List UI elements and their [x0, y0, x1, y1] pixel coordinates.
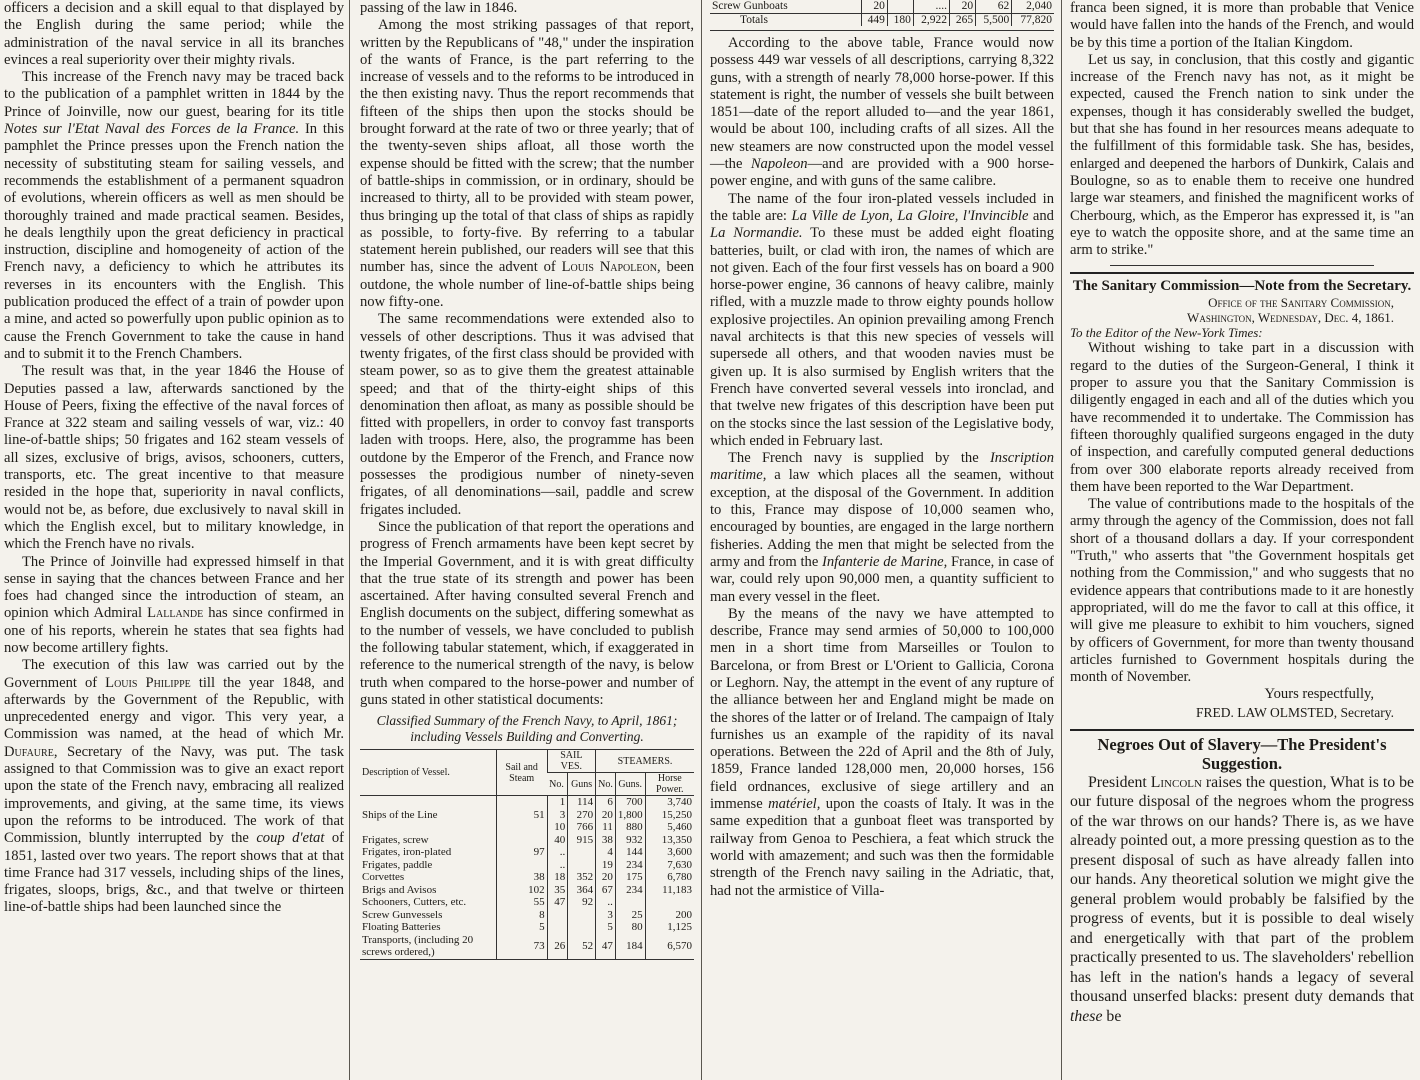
cell: 92	[568, 896, 596, 909]
table-row	[360, 921, 694, 934]
cell: 51	[496, 809, 547, 822]
cell: 175	[615, 871, 645, 884]
ship-name: Napoleon	[750, 156, 808, 173]
cell	[645, 896, 694, 909]
cell	[360, 821, 496, 834]
cell: 13,350	[645, 834, 694, 847]
header-sail-steam: Sail and Steam	[496, 750, 547, 796]
table-body	[360, 796, 694, 960]
cell: 26	[547, 934, 568, 960]
cell: Transports, (including 20 screws ordered,)	[362, 933, 474, 959]
table-row	[360, 796, 694, 809]
cell: 4	[596, 846, 616, 859]
column-3	[706, 0, 1058, 1080]
cell: 11,183	[645, 884, 694, 897]
text: a law which places all the seamen, without exception, at the disposal of the Government. In addition to this, France may dispose of 10,000 seamen who, encouraged by bounties, are engaged in the large northern fisheries. Adding the men that might be selected from the army and from the	[710, 467, 1054, 570]
cell	[568, 846, 596, 859]
cell: 449	[861, 13, 887, 26]
header-no: No.	[547, 773, 568, 796]
table-caption: Classified Summary of the French Navy, to April, 1861; including Vessels Building and Converting.	[376, 713, 678, 745]
cell: 2,040	[1012, 0, 1054, 13]
divider	[710, 30, 1054, 31]
paragraph	[710, 35, 1054, 191]
paragraph: The same recommendations were extended also to vessels of other descriptions. Thus it was advised that twenty frigates, of the first class should be provided with steam power, so as to give them the greatest attainable speed; and that of the thirty-eight ships of this denomination then afloat, as many as possible should be fitted with propellers, in order to convoy fast transports laden with troops. Here, also, the programme has been outdone by the Emperor of the French, and France now possesses the prodigious number of ninety-seven frigates, of all denominations—sail, paddle and screw frigates included.	[360, 311, 694, 518]
header-horse-power: Horse Power.	[645, 773, 694, 796]
cell: 364	[568, 884, 596, 897]
cell: 3,600	[645, 846, 694, 859]
italic-term: coup d'etat	[256, 830, 325, 847]
cell: 5	[496, 921, 547, 934]
cell: 915	[568, 834, 596, 847]
text: This increase of the French navy may be traced back to the publication of a pamphlet written in 1844 by the Prince of Joinville, now our guest, bearing for its title	[4, 69, 344, 120]
person-name: Louis Philippe	[105, 674, 191, 691]
text: The execution of this law was carried out by the Government of	[4, 657, 344, 691]
paragraph: The result was that, in the year 1846 the House of Deputies passed a law, afterwards sanctioned by the House of Peers, fixing the effective of the naval forces of France at 322 steam and sailing vessels of war, viz.: 40 line-of-battle ships; 50 frigates and 162 steam vessels of all sizes, exclusive of brigs, avisos, schooners, cutters, transports, etc. The great incentive to that measure resided in the hope that, superiority in naval conflicts, would not be, as before, due exclusively to naval skill in which the English excel, but to military knowledge, in which the French have no rivals.	[4, 363, 344, 553]
pamphlet-title: Notes sur l'Etat Naval des Forces de la France.	[4, 121, 300, 138]
cell	[496, 796, 547, 809]
header-description: Description of Vessel.	[360, 750, 496, 796]
cell: 19	[596, 859, 616, 872]
header-no: No.	[596, 773, 616, 796]
cell: 7,630	[645, 859, 694, 872]
text: has since confirmed in one of his reports, wherein he states that sea fights had now become artillery fights.	[4, 605, 344, 656]
text: By the means of the navy we have attempted to describe, France may send armies of 50,000 to 100,000 men in a short time from Marseilles or Toulon to Barcelona, or from Brest or L'Orient to Gallicia, Corona or Leghorn. Nay, the attempt in the event of any rupture of the alliance between her and England might be made on the shores of the latter or of Ireland. The campaign of Italy furnishes us an example of the rapidity of its naval operations. Between the 22d of April and the 8th of July, 1859, France landed 128,000 men, 20,000 horses, 156 field ordnances, exclusive of siege artillery and an immense	[710, 605, 1054, 813]
table-row	[360, 846, 694, 859]
cell: 11	[596, 821, 616, 834]
cell: 3,740	[645, 796, 694, 809]
paragraph: The value of contributions made to the hospitals of the army through the agency of the Commission, does not fall short of a thousand dollars a day. If your correspondent "Truth," who asserts that "the Government hospitals get nothing from the Commission," and who suggests that no evidence appears that contributions made to it are honestly appropriated, will do me the favor to call at this office, it will give me pleasure to exhibit to him vouchers, signed by officers of Government, for more than twenty thousand articles furnished to Government hospitals during the month of November.	[1070, 496, 1414, 686]
cell: ..	[596, 896, 616, 909]
navy-summary-table	[360, 749, 694, 960]
cell: 25	[615, 909, 645, 922]
person-name: Dufaure	[4, 743, 54, 760]
closing: Yours respectfully,	[1264, 686, 1374, 703]
text: —and are provided with a 900 horse-power engine, and with guns of the same calibre.	[710, 156, 1055, 190]
cell: 15,250	[645, 809, 694, 822]
cell: Ships of the Line	[362, 808, 438, 821]
cell: Totals	[710, 13, 861, 26]
text: , Secretary of the Navy, was put. The task assigned to that Commission was to give an exact report upon the state of the French navy, embracing all realized improvements, and giving, at the same time, its views upon the reforms to be introduced. The work of that Commission, bluntly interrupted by the	[4, 743, 344, 847]
cell: 5,460	[645, 821, 694, 834]
text: France, in case of war, could rely upon 90,000 men, a quantity sufficient to man every vessel in the fleet.	[710, 553, 1054, 605]
cell: 77,820	[1012, 13, 1054, 26]
cell: 932	[615, 834, 645, 847]
table-row	[360, 909, 694, 922]
cell: 67	[596, 884, 616, 897]
header-sail-vessels: SAIL VES.	[547, 750, 595, 773]
text: President	[1088, 773, 1151, 791]
paragraph: passing of the law in 1846.	[360, 0, 518, 16]
signature: FRED. LAW OLMSTED, Secretary.	[1195, 704, 1394, 720]
paragraph: officers a decision and a skill equal to that displayed by the English during the same period; while the administration of the naval service in all its branches evinces a real superiority over their mighty rivals.	[4, 0, 344, 68]
paragraph	[4, 657, 344, 916]
cell: 6,780	[645, 871, 694, 884]
cell	[496, 821, 547, 834]
cell: 80	[615, 921, 645, 934]
cell: 35	[547, 884, 568, 897]
cell	[547, 909, 568, 922]
headline: Negroes Out of Slavery—The President's Suggestion.	[1097, 734, 1387, 773]
italic-term: matériel,	[768, 796, 821, 813]
cell: 3	[596, 909, 616, 922]
cell: Screw Gunboats	[712, 0, 788, 12]
cell: 18	[547, 871, 568, 884]
article-sanitary-commission	[1070, 272, 1414, 721]
text: till the year 1848, and afterwards by the Government of the Republic, with unprecedented energy and vigor. This very year, a Commission was named, at the head of which Mr.	[4, 674, 344, 743]
column-rule	[349, 0, 350, 1080]
cell: 766	[568, 821, 596, 834]
cell: ....	[913, 0, 949, 13]
cell: 10	[547, 821, 568, 834]
cell: Frigates, screw	[362, 833, 429, 846]
table-row	[360, 884, 694, 897]
cell	[887, 0, 913, 13]
cell: Brigs and Avisos	[362, 883, 437, 896]
table-row	[360, 859, 694, 872]
cell: 47	[596, 934, 616, 960]
paragraph: Since the publication of that report the operations and progress of French armaments have been kept secret by the Imperial Government, and it is with great difficulty that the true state of its strength and power has been ascertained. After having consulted several French and English documents on the subject, differing somewhat as to the number of vessels, we have concluded to publish the following tabular statement, which, if exaggerated in reference to the numerical strength of the navy, is below truth when compared to the horse-power and number of guns stated in other statistical documents:	[360, 518, 694, 708]
table-row	[360, 809, 694, 822]
cell: 8	[496, 909, 547, 922]
cell	[615, 896, 645, 909]
cell: 20	[596, 809, 616, 822]
table-row	[360, 934, 694, 960]
cell: 114	[568, 796, 596, 809]
paragraph	[4, 554, 344, 658]
paragraph: franca been signed, it is more than probable that Venice would have fallen into the hands of the French, and would be by this time a portion of the Italian Kingdom.	[1070, 0, 1414, 51]
person-name: Lincoln	[1150, 773, 1202, 791]
table-row	[360, 821, 694, 834]
cell	[496, 859, 547, 872]
header-steamers: STEAMERS.	[596, 750, 694, 773]
cell	[547, 921, 568, 934]
column-rule	[1061, 0, 1062, 1080]
paragraph	[360, 17, 694, 311]
cell	[360, 796, 496, 809]
article-negroes	[1070, 729, 1414, 1027]
column-rule	[701, 0, 702, 1080]
table-total-row	[710, 13, 1054, 26]
cell: 200	[645, 909, 694, 922]
cell: 97	[496, 846, 547, 859]
cell: 700	[615, 796, 645, 809]
cell: 62	[976, 0, 1012, 13]
cell: 1,800	[615, 809, 645, 822]
table-header-row	[360, 750, 694, 773]
paragraph: Without wishing to take part in a discussion with regard to the duties of the Surgeon-General, I think it proper to assure you that the Sanitary Commission is diligently engaged in each and all of the duties which you have recommended it to undertake. The Commission has fifteen thoroughly qualified surgeons engaged in the duty of inspection, and carefully computed general deductions from over 300 elaborate reports already received from them have been reported to the War Department.	[1070, 340, 1414, 495]
paragraph	[710, 191, 1054, 450]
cell: 1,125	[645, 921, 694, 934]
cell	[568, 921, 596, 934]
cell: 184	[615, 934, 645, 960]
table-row	[360, 896, 694, 909]
cell: Corvettes	[362, 871, 405, 884]
header-guns: Guns	[568, 773, 596, 796]
paragraph	[710, 606, 1054, 900]
cell: ..	[547, 846, 568, 859]
table-row	[710, 0, 1054, 13]
italic-term: Inscription maritime,	[710, 450, 1054, 484]
cell: 47	[547, 896, 568, 909]
cell: ..	[547, 859, 568, 872]
table-row	[360, 871, 694, 884]
text: In this pamphlet the Prince presses upon the French nation the necessity of substituting steam for sailing vessels, and recommends the establishment of a permanent squadron of evolutions, wherein officers as well as men should be thoroughly trained and made practical seamen. Besides, he deals lengthily upon the great deficiency in practical instruction, discipline and homogeneity of action of the French navy, a deficiency to which he attributes its reverses in its encounters with the English. This publication produced the effect of a train of powder upon a mine, and acted so powerfully upon public opinion as to cause the French Government to take the cause in hand and to submit it to the French Chambers.	[4, 121, 344, 362]
cell: 1	[547, 796, 568, 809]
ship-names: La Ville de Lyon, La Gloire, l'Invincible	[791, 207, 1029, 224]
column-4	[1066, 0, 1418, 1080]
cell: 38	[496, 871, 547, 884]
text: The name of the four iron-plated vessels included in the table are:	[710, 190, 1054, 224]
italic-term: these	[1070, 1007, 1103, 1025]
cell: 265	[950, 13, 976, 26]
paragraph: Let us say, in conclusion, that this costly and gigantic increase of the French navy has not, as it might be expected, caused the French nation to sink under the expenses, though it has considerably swelled the budget, but that she has found in her resources means adequate to the fulfillment of this formidable task. She has, besides, enlarged and deepened the harbors of Dunkirk, Calais and Boulogne, so as to enable them to receive one hundred large war steamers, and finished the magnificent works of Cherbourg, which, as the Emperor has expressed it, is "an eye to watch the opposite shore, and at the same time an arm to strike."	[1070, 51, 1414, 259]
cell: Schooners, Cutters, etc.	[362, 896, 467, 909]
cell: Frigates, paddle	[362, 858, 433, 871]
cell: 38	[596, 834, 616, 847]
text: , been outdone, the whole number of line-of-battle ships being now fifty-one.	[360, 259, 694, 311]
table-continuation	[710, 0, 1054, 26]
cell: 6,570	[645, 934, 694, 960]
cell: 3	[547, 809, 568, 822]
cell: 180	[887, 13, 913, 26]
dateline-office: Office of the Sanitary Commission,	[1208, 295, 1394, 311]
paragraph	[1070, 773, 1414, 1027]
cell: 144	[615, 846, 645, 859]
divider	[1110, 265, 1374, 266]
column-1	[2, 0, 344, 1080]
text: Among the most striking passages of that report, written by the Republicans of "48," under the inspiration of the wants of France, is the part referring to the increase of vessels and to the reforms to be introduced in the then existing navy. Thus the report recommends that fifteen of the ships then upon the stocks should be brought forward at the rate of two or three yearly; that of the twenty-seven ships afloat, all those worth the expense should be fitted with the screw; that the number of battle-ships in commission, or in ordinary, should be increased to thirty, all to be provided with steam power, thus bringing up the total of that class of ships as rapidly as possible, to forty-five. By referring to a tabular statement herein published, our readers will see that this number has, since the advent of	[360, 17, 694, 276]
cell: 20	[861, 0, 887, 13]
cell: Floating Batteries	[362, 921, 441, 934]
text: To these must be added eight floating batteries, built, or clad with iron, the names of which are not given. Each of the four first vessels has on board a 900 horse-power engine, 36 cannons of heavy calibre, mainly rifled, with a muzzle made to throw eighty pounds hollow explosive projectiles. An opinion prevailing among French naval architects is that this new species of vessels will supersede all others, and that wooden navies must be given up. It is also surmised by English writers that the French have converted several vessels into ironclad, and that twelve new frigates of this description have been put on the stocks since the last session of the Legislative body, which ended in February last.	[710, 225, 1055, 449]
cell	[568, 859, 596, 872]
dateline-place: Washington, Wednesday, Dec. 4, 1861.	[1187, 310, 1394, 326]
paragraph	[4, 69, 344, 363]
text: of 1851, lasted over two years. The report shows that at that time France had 317 vessels, including ships of the lines, frigates, sloops, brigs, &c., and that twelve or thirteen line-of-battle ships had been launched since the	[4, 830, 344, 916]
cell: Screw Gunvessels	[362, 908, 443, 921]
cell: 352	[568, 871, 596, 884]
cell: 73	[496, 934, 547, 960]
cell: 234	[615, 884, 645, 897]
headline: The Sanitary Commission—Note from the Secretary.	[1072, 278, 1412, 295]
cell: 2,922	[913, 13, 949, 26]
paragraph	[710, 450, 1054, 606]
text: raises the question, What is to be our future disposal of the negroes whom the progress of the war throws on our hands? There is, as we have already pointed out, a more pressing question as to the present disposal of such as have already fallen into our hands. Any theoretical solution we might give the general problem would probably be falsified by the progress of events, but it is possible to deal wisely and energetically with that part of the problem practically presented to us. The slaveholders' rebellion has left in the nation's hands a legacy of several thousand unserfed blacks: present duty demands that	[1070, 773, 1415, 1006]
cell: 234	[615, 859, 645, 872]
person-name: Louis Napoleon	[561, 259, 657, 276]
cell: 52	[568, 934, 596, 960]
text: The Prince of Joinville had expressed himself in that sense in saying that the chances between France and her foes had changed since the introduction of steam, an opinion which Admiral	[4, 553, 344, 622]
cell: 5,500	[976, 13, 1012, 26]
cell: 5	[596, 921, 616, 934]
ship-name: La Normandie.	[710, 225, 803, 242]
salutation: To the Editor of the New-York Times:	[1070, 325, 1263, 341]
table-row	[360, 834, 694, 847]
text: The French navy is supplied by the	[728, 450, 990, 467]
text: upon the coasts of Italy. It was in the same expedition that a gunboat fleet was transported by railway from Genoa to Peschiera, a feat which struck the world with amazement; and such was then the formidable strength of the French navy sailing in the Adriatic, that, had not the armistice of Villa-	[710, 796, 1054, 899]
text: be	[1102, 1007, 1122, 1025]
cell: 880	[615, 821, 645, 834]
cell: 20	[596, 871, 616, 884]
column-2	[356, 0, 698, 1080]
cell: Frigates, iron-plated	[362, 846, 452, 859]
cell	[568, 909, 596, 922]
cell: 20	[950, 0, 976, 13]
cell: 102	[496, 884, 547, 897]
cell: 40	[547, 834, 568, 847]
italic-term: Infanterie de Marine,	[821, 553, 948, 570]
text: and	[1028, 207, 1054, 224]
cell	[496, 834, 547, 847]
person-name: Lallande	[147, 605, 204, 622]
text: According to the above table, France would now possess 449 war vessels of all descriptions, carrying 8,322 guns, with a strength of nearly 78,000 horse-power. If this statement is right, the number of vessels she built between 1851—date of the report alluded to—and the year 1861, would be about 100, including crafts of all sizes. All the new steamers are now constructed upon the model vessel—the	[710, 35, 1054, 173]
header-guns: Guns.	[615, 773, 645, 796]
cell: 270	[568, 809, 596, 822]
cell: 55	[496, 896, 547, 909]
cell: 6	[596, 796, 616, 809]
